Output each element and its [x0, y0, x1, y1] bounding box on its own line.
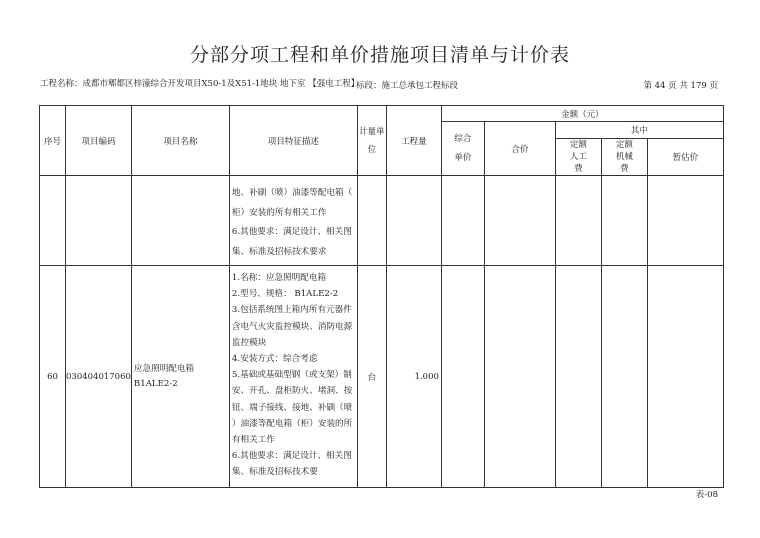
header-name: 项目名称	[131, 106, 229, 176]
row-name	[131, 176, 229, 266]
header-total: 合价	[484, 122, 555, 176]
row-unit-price	[441, 266, 484, 488]
row-provisional	[647, 266, 723, 488]
table-row	[40, 266, 724, 488]
header-code: 项目编码	[66, 106, 132, 176]
desc-line: 5.基础或基础型钢（或支架）制	[231, 370, 352, 381]
row-qty	[386, 176, 441, 266]
desc-line: 集、标准及招标技术要求	[231, 246, 327, 257]
row-qty: 1.000	[386, 266, 441, 488]
header-unit: 计量单位	[357, 106, 386, 176]
desc-line: 4.安装方式：综合考虑	[231, 354, 318, 365]
desc-line: 集、标准及招标技术要	[231, 467, 318, 478]
header-desc: 项目特征描述	[229, 106, 357, 176]
row-unit: 台	[357, 266, 386, 488]
desc-line: ）油漆等配电箱（柜）安装的所	[231, 418, 353, 429]
page-title: 分部分项工程和单价措施项目清单与计价表	[189, 44, 570, 66]
row-unit	[357, 176, 386, 266]
table-row	[40, 176, 724, 266]
desc-line: 柜）安装的所有相关工作	[231, 207, 327, 218]
header-qty: 工程量	[386, 106, 441, 176]
header-machine: 定额机械费	[601, 139, 647, 176]
desc-line: 地、补刷（喷）油漆等配电箱（	[231, 188, 353, 198]
row-labor	[555, 176, 601, 266]
desc-line: 3.包括系统图上箱内所有元器件	[231, 305, 352, 316]
header-among: 其中	[555, 122, 723, 139]
header-amount: 金额（元）	[441, 106, 723, 122]
project-name: 工程名称：成都市郫都区梓潼综合开发项目X50-1及X51-1地块 地下室 【强电工程】	[40, 79, 360, 89]
row-seq	[40, 176, 66, 266]
row-provisional	[647, 176, 723, 266]
row-code: 030404017060	[66, 266, 132, 488]
row-total	[484, 266, 555, 488]
row-code	[66, 176, 132, 266]
row-name: 应急照明配电箱 B1ALE2-2	[131, 266, 229, 488]
desc-line: 监控模块	[231, 337, 267, 348]
desc-line: 有相关工作	[231, 435, 275, 446]
header-labor: 定额人工费	[555, 139, 601, 176]
desc-line: 2.型号、规格： B1ALE2-2	[231, 289, 339, 300]
page-number: 第 44 页 共 179 页	[643, 81, 718, 91]
header-seq: 序号	[40, 106, 66, 176]
desc-line: 1.名称：应急照明配电箱	[231, 273, 327, 283]
section-name: 标段：施工总承包工程标段	[356, 81, 459, 91]
desc-line: 钮、端子接线、接地、补刷（喷	[231, 402, 353, 413]
table-form-number: 表-08	[695, 490, 718, 500]
desc-line: 含电气火灾监控模块、消防电源	[231, 321, 353, 332]
desc-line: 安、开孔、盘柜防火、堵洞、按	[231, 386, 353, 397]
row-unit-price	[441, 176, 484, 266]
header-provisional: 暂估价	[647, 139, 723, 176]
row-desc	[229, 176, 357, 266]
bill-table	[39, 105, 724, 488]
desc-line: 6.其他要求：满足设计、相关图	[231, 451, 352, 462]
header-unit-price: 综合单价	[441, 122, 484, 176]
row-total	[484, 176, 555, 266]
desc-line: 6.其他要求：满足设计、相关图	[231, 227, 352, 238]
row-machine	[601, 266, 647, 488]
row-seq: 60	[40, 266, 66, 488]
row-machine	[601, 176, 647, 266]
row-desc	[229, 266, 357, 488]
row-labor	[555, 266, 601, 488]
